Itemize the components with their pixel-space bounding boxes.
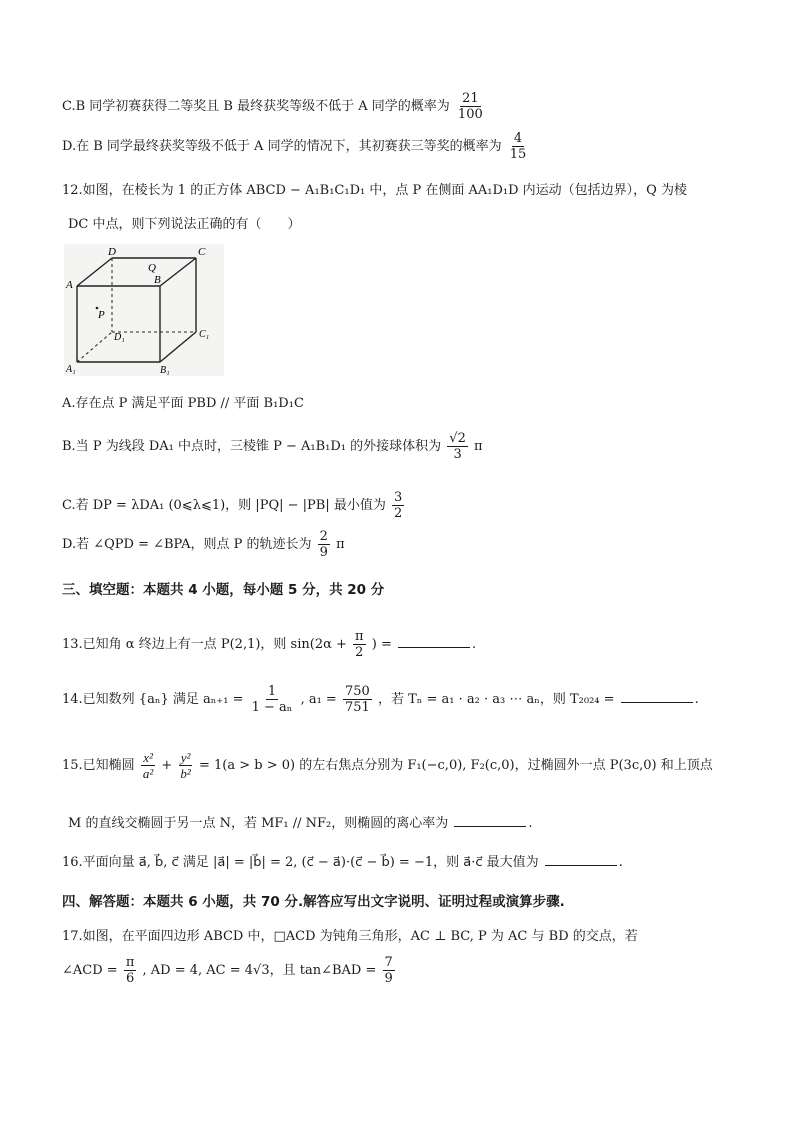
- fraction-numerator: 1: [267, 684, 277, 699]
- q12-option-c-text: C.若 DP = λDA₁ (0⩽λ⩽1)，则 |PQ| − |PB| 最小值为: [62, 498, 386, 513]
- q11-option-c-fraction: [456, 92, 485, 121]
- q16-text: 16.平面向量 a⃗, b⃗, c⃗ 满足 |a⃗| = |b⃗| = 2, (c⃗ − a⃗)·(c⃗ − b⃗) = −1，则 a⃗·c⃗ 最大值为: [62, 855, 539, 870]
- q11-option-c-text: C.B 同学初赛获得二等奖且 B 最终获奖等级不低于 A 同学的概率为: [62, 99, 450, 114]
- q13: [62, 630, 476, 659]
- fraction-denominator: 9: [319, 545, 328, 560]
- q12-option-d: [62, 530, 345, 559]
- q12-option-d-fraction: [318, 530, 330, 559]
- q14-answer-blank[interactable]: [621, 690, 693, 703]
- fraction-denominator: b²: [180, 766, 191, 781]
- q14-mid: , a₁ =: [300, 692, 337, 707]
- q12-option-d-text: D.若 ∠QPD = ∠BPA，则点 P 的轨迹长为: [62, 537, 312, 552]
- fraction-denominator: 3: [453, 447, 462, 462]
- q14: [62, 685, 699, 714]
- q17-fraction-1: [124, 956, 137, 985]
- pi-suffix: π: [336, 537, 345, 552]
- q12-option-a: A.存在点 P 满足平面 PBD // 平面 B₁D₁C: [62, 396, 304, 411]
- q13-text: 13.已知角 α 终边上有一点 P(2,1)，则 sin(2α +: [62, 637, 347, 652]
- q15-fraction-x: [141, 751, 155, 780]
- q12-stem-line2: DC 中点，则下列说法正确的有（ ）: [68, 217, 301, 232]
- q15-line1: [62, 751, 713, 780]
- fraction-denominator: 15: [509, 147, 527, 162]
- q17-fraction-2: [383, 956, 395, 985]
- q11-option-c: [62, 92, 487, 121]
- q16: [62, 853, 623, 869]
- q17-angle-acd: ∠ACD =: [62, 963, 118, 978]
- label-d1: D₁: [114, 332, 125, 343]
- q15-plus: +: [161, 758, 173, 773]
- fraction-denominator: a²: [142, 766, 154, 781]
- fraction-denominator: 751: [344, 700, 370, 715]
- q13-suffix: ) =: [371, 637, 392, 652]
- q12-option-c-fraction: [392, 491, 404, 520]
- q17-line2: [62, 956, 397, 985]
- q11-option-d-fraction: [508, 132, 529, 161]
- q11-option-d: [62, 132, 530, 161]
- q16-answer-blank[interactable]: [545, 853, 617, 866]
- q12-option-b-text: B.当 P 为线段 DA₁ 中点时，三棱锥 P − A₁B₁D₁ 的外接球体积为: [62, 439, 442, 454]
- q15-end: .: [528, 816, 533, 831]
- q14-end: .: [694, 692, 699, 707]
- fraction-numerator: 4: [513, 131, 523, 146]
- q17-line1: 17.如图，在平面四边形 ABCD 中，□ACD 为钝角三角形，AC ⊥ BC, P 为 AC 与 BD 的交点，若: [62, 929, 638, 944]
- q14-suffix: ，若 Tₙ = a₁ · a₂ · a₃ ⋯ aₙ，则 T₂₀₂₄ =: [377, 692, 615, 707]
- fraction-numerator: 3: [393, 490, 403, 505]
- q15-fraction-y: [178, 751, 192, 780]
- fraction-numerator: 21: [462, 91, 479, 106]
- label-c1: C₁: [199, 329, 210, 340]
- q15-line2-text: M 的直线交椭圆于另一点 N，若 MF₁ // NF₂，则椭圆的离心率为: [68, 816, 449, 831]
- section-3-heading: 三、填空题：本题共 4 小题，每小题 5 分，共 20 分: [62, 582, 385, 598]
- q14-fraction-1: [250, 685, 295, 714]
- fraction-denominator: 1 − aₙ: [251, 700, 293, 715]
- fraction-numerator: x²: [143, 750, 153, 765]
- q13-fraction: [353, 630, 366, 659]
- q16-end: .: [618, 855, 623, 870]
- fraction-denominator: 6: [125, 971, 135, 986]
- label-d: D: [108, 246, 116, 258]
- fraction-numerator: 2: [319, 529, 328, 544]
- q15-line2: [68, 814, 533, 830]
- fraction-numerator: π: [355, 629, 364, 644]
- label-b1: B₁: [160, 365, 170, 376]
- q13-end: .: [471, 637, 477, 652]
- q11-option-d-text: D.在 B 同学最终获奖等级不低于 A 同学的情况下，其初赛获三等奖的概率为: [62, 139, 502, 154]
- pi-suffix: π: [474, 439, 483, 454]
- fraction-denominator: 2: [355, 645, 364, 660]
- q12-stem-line1: 12.如图，在棱长为 1 的正方体 ABCD − A₁B₁C₁D₁ 中，点 P 在侧面 AA₁D₁D 内运动（包括边界），Q 为棱: [62, 183, 687, 198]
- section-4-heading: 四、解答题：本题共 6 小题，共 70 分.解答应写出文字说明、证明过程或演算步骤.: [62, 894, 565, 910]
- fraction-denominator: 9: [384, 971, 393, 986]
- q13-answer-blank[interactable]: [398, 635, 470, 648]
- label-q: Q: [148, 262, 156, 274]
- fraction-numerator: π: [125, 955, 135, 970]
- label-c: C: [198, 246, 206, 258]
- q15-suffix: = 1(a > b > 0) 的左右焦点分别为 F₁(−c,0), F₂(c,0)，过椭圆外一点 P(3c,0) 和上顶点: [198, 758, 713, 773]
- fraction-numerator: 7: [384, 955, 393, 970]
- q12-cube-figure: [64, 244, 224, 376]
- q15-answer-blank[interactable]: [454, 814, 526, 827]
- q17-line2-mid: , AD = 4, AC = 4√3，且 tan∠BAD =: [142, 963, 377, 978]
- fraction-denominator: 2: [393, 506, 403, 521]
- label-a1: A₁: [66, 364, 76, 375]
- q14-fraction-2: [343, 685, 372, 714]
- fraction-numerator: y²: [180, 750, 191, 765]
- q12-option-b-fraction: [447, 432, 468, 461]
- fraction-numerator: √2: [449, 431, 466, 446]
- label-b: B: [154, 274, 161, 286]
- q15-prefix: 15.已知椭圆: [62, 758, 135, 773]
- fraction-numerator: 750: [344, 684, 370, 699]
- fraction-denominator: 100: [457, 107, 483, 122]
- q14-prefix: 14.已知数列 {aₙ} 满足 aₙ₊₁ =: [62, 692, 244, 707]
- q12-option-b: [62, 432, 483, 461]
- label-p: P: [98, 309, 105, 321]
- label-a: A: [66, 279, 73, 291]
- q12-option-c: [62, 491, 406, 520]
